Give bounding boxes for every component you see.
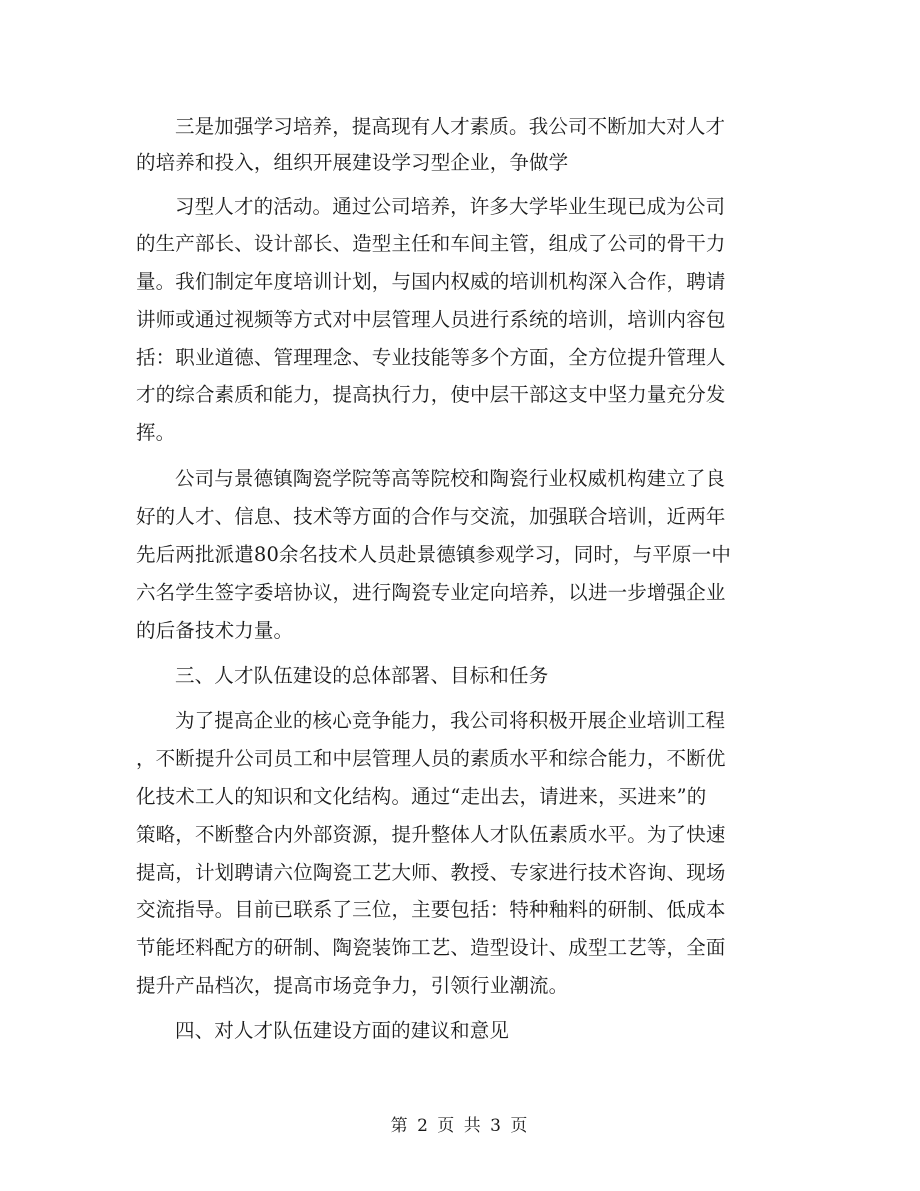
text-line: 节能坯料配方的研制、陶瓷装饰工艺、造型设计、成型工艺等，全面 xyxy=(136,936,726,959)
text-line: 好的人才、信息、技术等方面的合作与交流，加强联合培训，近两年 xyxy=(136,505,726,528)
text-line: 提升产品档次，提高市场竞争力，引领行业潮流。 xyxy=(136,974,569,997)
text-line: 量。我们制定年度培训计划，与国内权威的培训机构深入合作，聘请 xyxy=(136,270,726,293)
text-line: 提高，计划聘请六位陶瓷工艺大师、教授、专家进行技术咨询、现场 xyxy=(136,861,726,884)
text-line: 策略，不断整合内外部资源，提升整体人才队伍素质水平。为了快速 xyxy=(136,823,726,846)
text-line: 习型人才的活动。通过公司培养，许多大学毕业生现已成为公司 xyxy=(175,195,726,218)
text-line: 讲师或通过视频等方式对中层管理人员进行系统的培训，培训内容包 xyxy=(136,308,726,331)
text-line: 挥。 xyxy=(136,421,176,444)
section-heading: 四、对人才队伍建设方面的建议和意见 xyxy=(175,1019,510,1042)
text-line: 交流指导。目前已联系了三位，主要包括：特种釉料的研制、低成本 xyxy=(136,898,726,921)
text-line: 的生产部长、设计部长、造型主任和车间主管，组成了公司的骨干力 xyxy=(136,232,726,255)
text-line: 公司与景德镇陶瓷学院等高等院校和陶瓷行业权威机构建立了良 xyxy=(175,467,726,490)
text-line: ，不断提升公司员工和中层管理人员的素质水平和综合能力，不断优 xyxy=(136,747,726,770)
text-line: 的后备技术力量。 xyxy=(136,619,294,642)
text-line: 三是加强学习培养，提高现有人才素质。我公司不断加大对人才 xyxy=(175,115,726,138)
text-line: 的培养和投入，组织开展建设学习型企业，争做学 xyxy=(136,151,569,174)
text-line: 先后两批派遣80余名技术人员赴景德镇参观学习，同时，与平原一中 xyxy=(136,543,731,566)
page-number-footer: 第 2 页 共 3 页 xyxy=(390,1116,530,1136)
text-line: 才的综合素质和能力，提高执行力，使中层干部这支中坚力量充分发 xyxy=(136,383,726,406)
section-heading: 三、人才队伍建设的总体部署、目标和任务 xyxy=(175,664,549,687)
text-line: 六名学生签字委培协议，进行陶瓷专业定向培养，以进一步增强企业 xyxy=(136,581,726,604)
text-line: 括：职业道德、管理理念、专业技能等多个方面，全方位提升管理人 xyxy=(136,346,726,369)
text-line: 为了提高企业的核心竞争能力，我公司将积极开展企业培训工程 xyxy=(175,709,726,732)
text-line: 化技术工人的知识和文化结构。通过“走出去，请进来，买进来”的 xyxy=(136,785,707,808)
